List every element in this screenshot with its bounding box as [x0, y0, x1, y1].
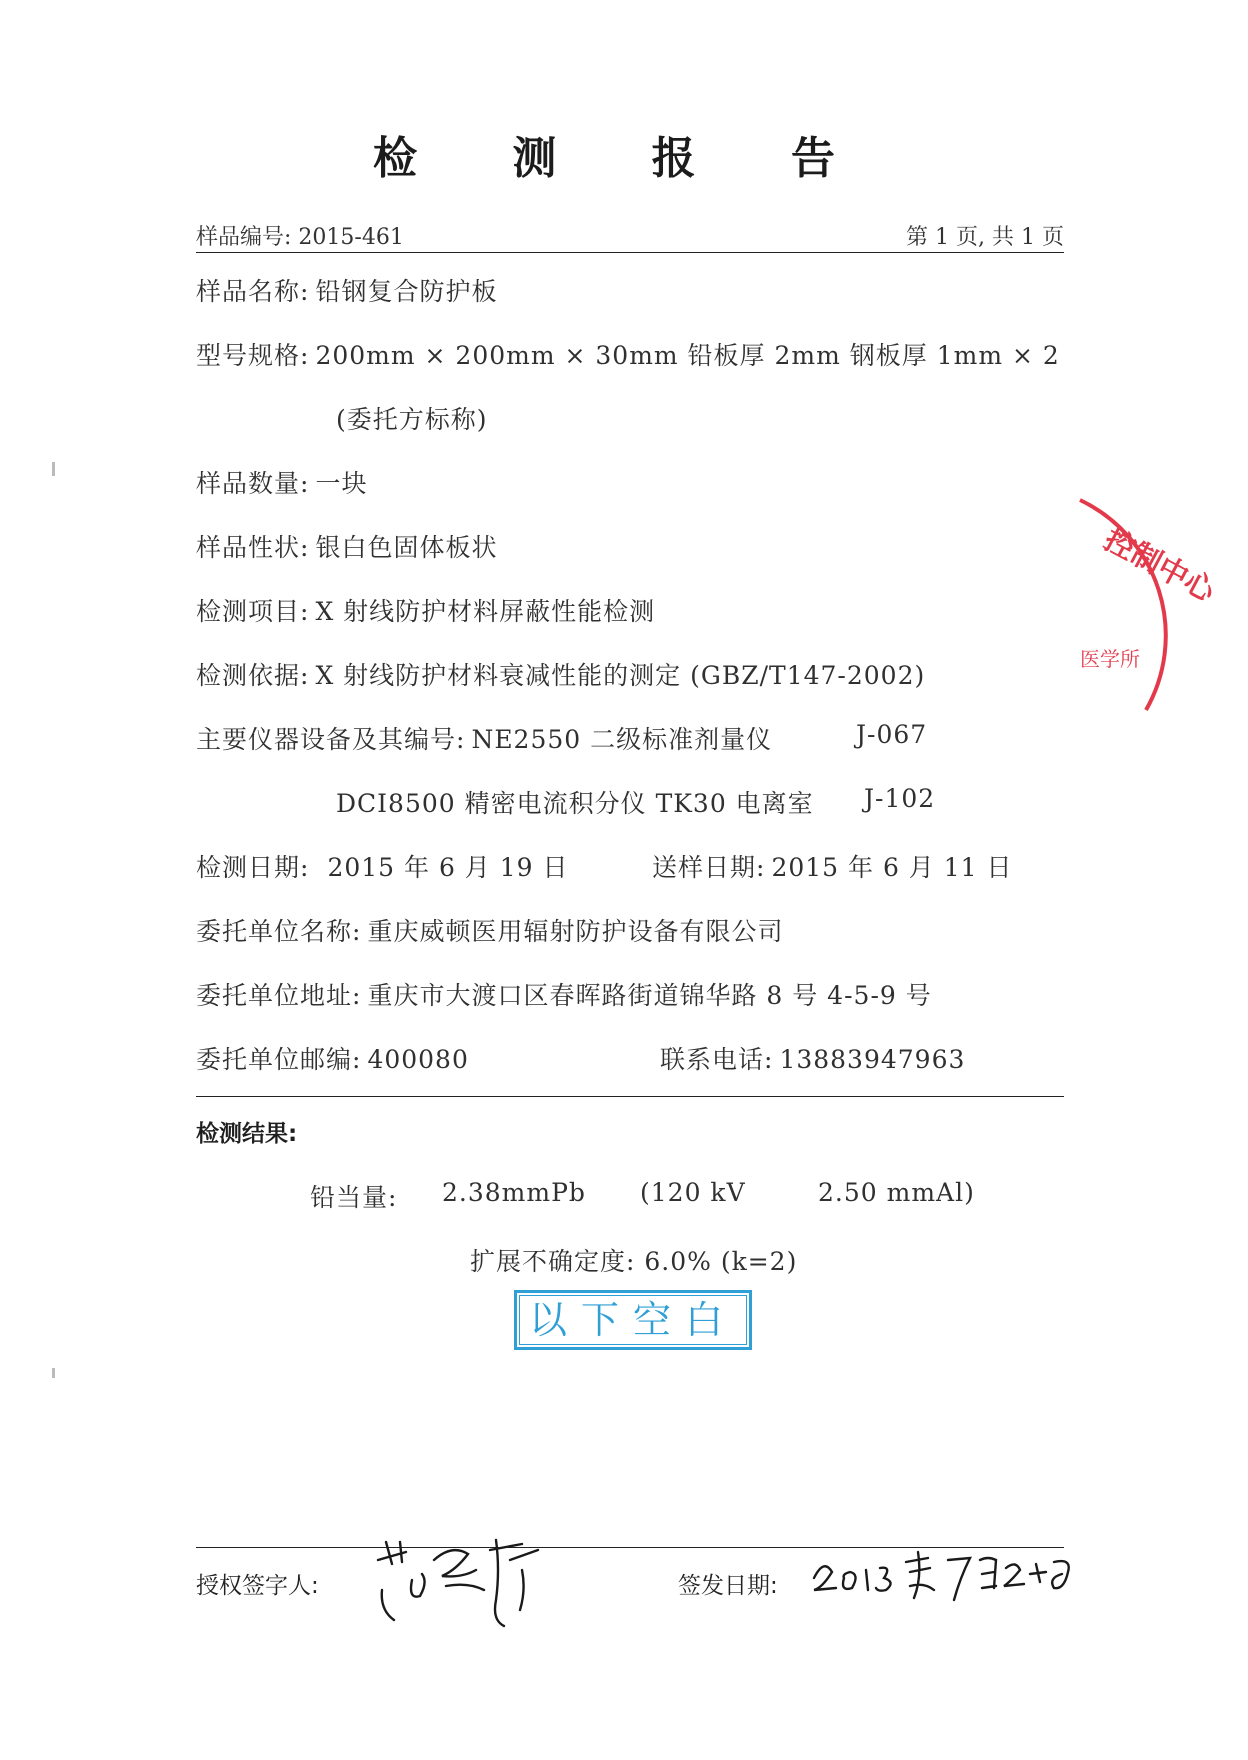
field-client-postcode [196, 1040, 469, 1076]
issue-date-label: 签发日期: [678, 1573, 778, 1599]
scan-mark-left-2 [52, 1368, 55, 1378]
blank-below-stamp: 以下空白 [514, 1290, 752, 1350]
field-submit-date [652, 848, 1013, 884]
signer-signature [372, 1530, 572, 1630]
equipment-1: NE2550 二级标准剂量仪 [471, 725, 773, 754]
field-label: 样品性状: [196, 533, 310, 562]
field-test-item [196, 592, 655, 628]
field-equipment [196, 720, 772, 756]
field-appearance [196, 528, 497, 564]
scan-mark-left-1 [52, 462, 55, 476]
page-info: 第 1 页, 共 1 页 [906, 225, 1064, 250]
field-client-phone [660, 1040, 965, 1076]
field-label: 主要仪器设备及其编号: [196, 725, 466, 754]
test-filter: 2.50 mmAl) [818, 1178, 975, 1207]
sample-number-label: 样品编号: [196, 225, 292, 250]
seal-sub-text: 医学所 [1080, 647, 1140, 671]
seal-main-text: 控制中心 [1098, 522, 1221, 610]
lead-equivalent-label: 铅当量: [310, 1183, 398, 1212]
field-label: 检测日期: [196, 853, 310, 882]
sample-number-value: 2015-461 [298, 225, 404, 250]
field-client-address [196, 976, 932, 1012]
field-value: 银白色固体板状 [315, 533, 498, 562]
field-label: 型号规格: [196, 341, 310, 370]
report-title: 检 测 报 告 [373, 133, 875, 184]
header-rule [196, 252, 1064, 253]
results-label: 检测结果: [196, 1121, 298, 1147]
uncertainty: 扩展不确定度: 6.0% (k=2) [470, 1247, 798, 1276]
signer-label: 授权签字人: [196, 1573, 319, 1599]
field-model-note: (委托方标称) [336, 405, 488, 434]
field-test-date [196, 848, 569, 884]
field-value: 2015 年 6 月 11 日 [771, 853, 1013, 882]
field-test-basis [196, 656, 925, 692]
red-seal-stamp [1050, 490, 1248, 730]
field-label: 委托单位地址: [196, 981, 362, 1010]
field-value: 2015 年 6 月 19 日 [327, 853, 569, 882]
field-label: 送样日期: [652, 853, 766, 882]
field-model-spec [196, 336, 1060, 372]
field-value: X 射线防护材料衰减性能的测定 (GBZ/T147-2002) [315, 661, 926, 690]
test-conditions: (120 kV [640, 1178, 746, 1207]
field-sample-name [196, 272, 497, 308]
field-value: 200mm × 200mm × 30mm 铅板厚 2mm 钢板厚 1mm × 2 [315, 341, 1060, 370]
issue-date-handwritten [810, 1538, 1080, 1608]
field-value: X 射线防护材料屏蔽性能检测 [315, 597, 656, 626]
field-label: 样品数量: [196, 469, 310, 498]
report-header [196, 214, 1064, 254]
field-label: 样品名称: [196, 277, 310, 306]
lead-equivalent-value: 2.38mmPb [442, 1178, 586, 1207]
field-value: 铅钢复合防护板 [315, 277, 498, 306]
field-label: 委托单位名称: [196, 917, 362, 946]
field-client-name [196, 912, 783, 948]
results-rule [196, 1096, 1064, 1097]
equipment-2: DCI8500 精密电流积分仪 TK30 电离室 [336, 789, 814, 818]
equipment-2-code: J-102 [864, 784, 936, 813]
field-label: 检测依据: [196, 661, 310, 690]
field-value: 13883947963 [779, 1045, 966, 1074]
field-label: 检测项目: [196, 597, 310, 626]
field-value: 400080 [367, 1045, 469, 1074]
field-label: 联系电话: [660, 1045, 774, 1074]
field-value: 重庆市大渡口区春晖路街道锦华路 8 号 4-5-9 号 [367, 981, 932, 1010]
field-label: 委托单位邮编: [196, 1045, 362, 1074]
equipment-1-code: J-067 [856, 720, 928, 749]
field-value: 重庆威顿医用辐射防护设备有限公司 [367, 917, 784, 946]
field-quantity [196, 464, 367, 500]
sample-number [196, 220, 404, 251]
field-value: 一块 [315, 469, 368, 498]
